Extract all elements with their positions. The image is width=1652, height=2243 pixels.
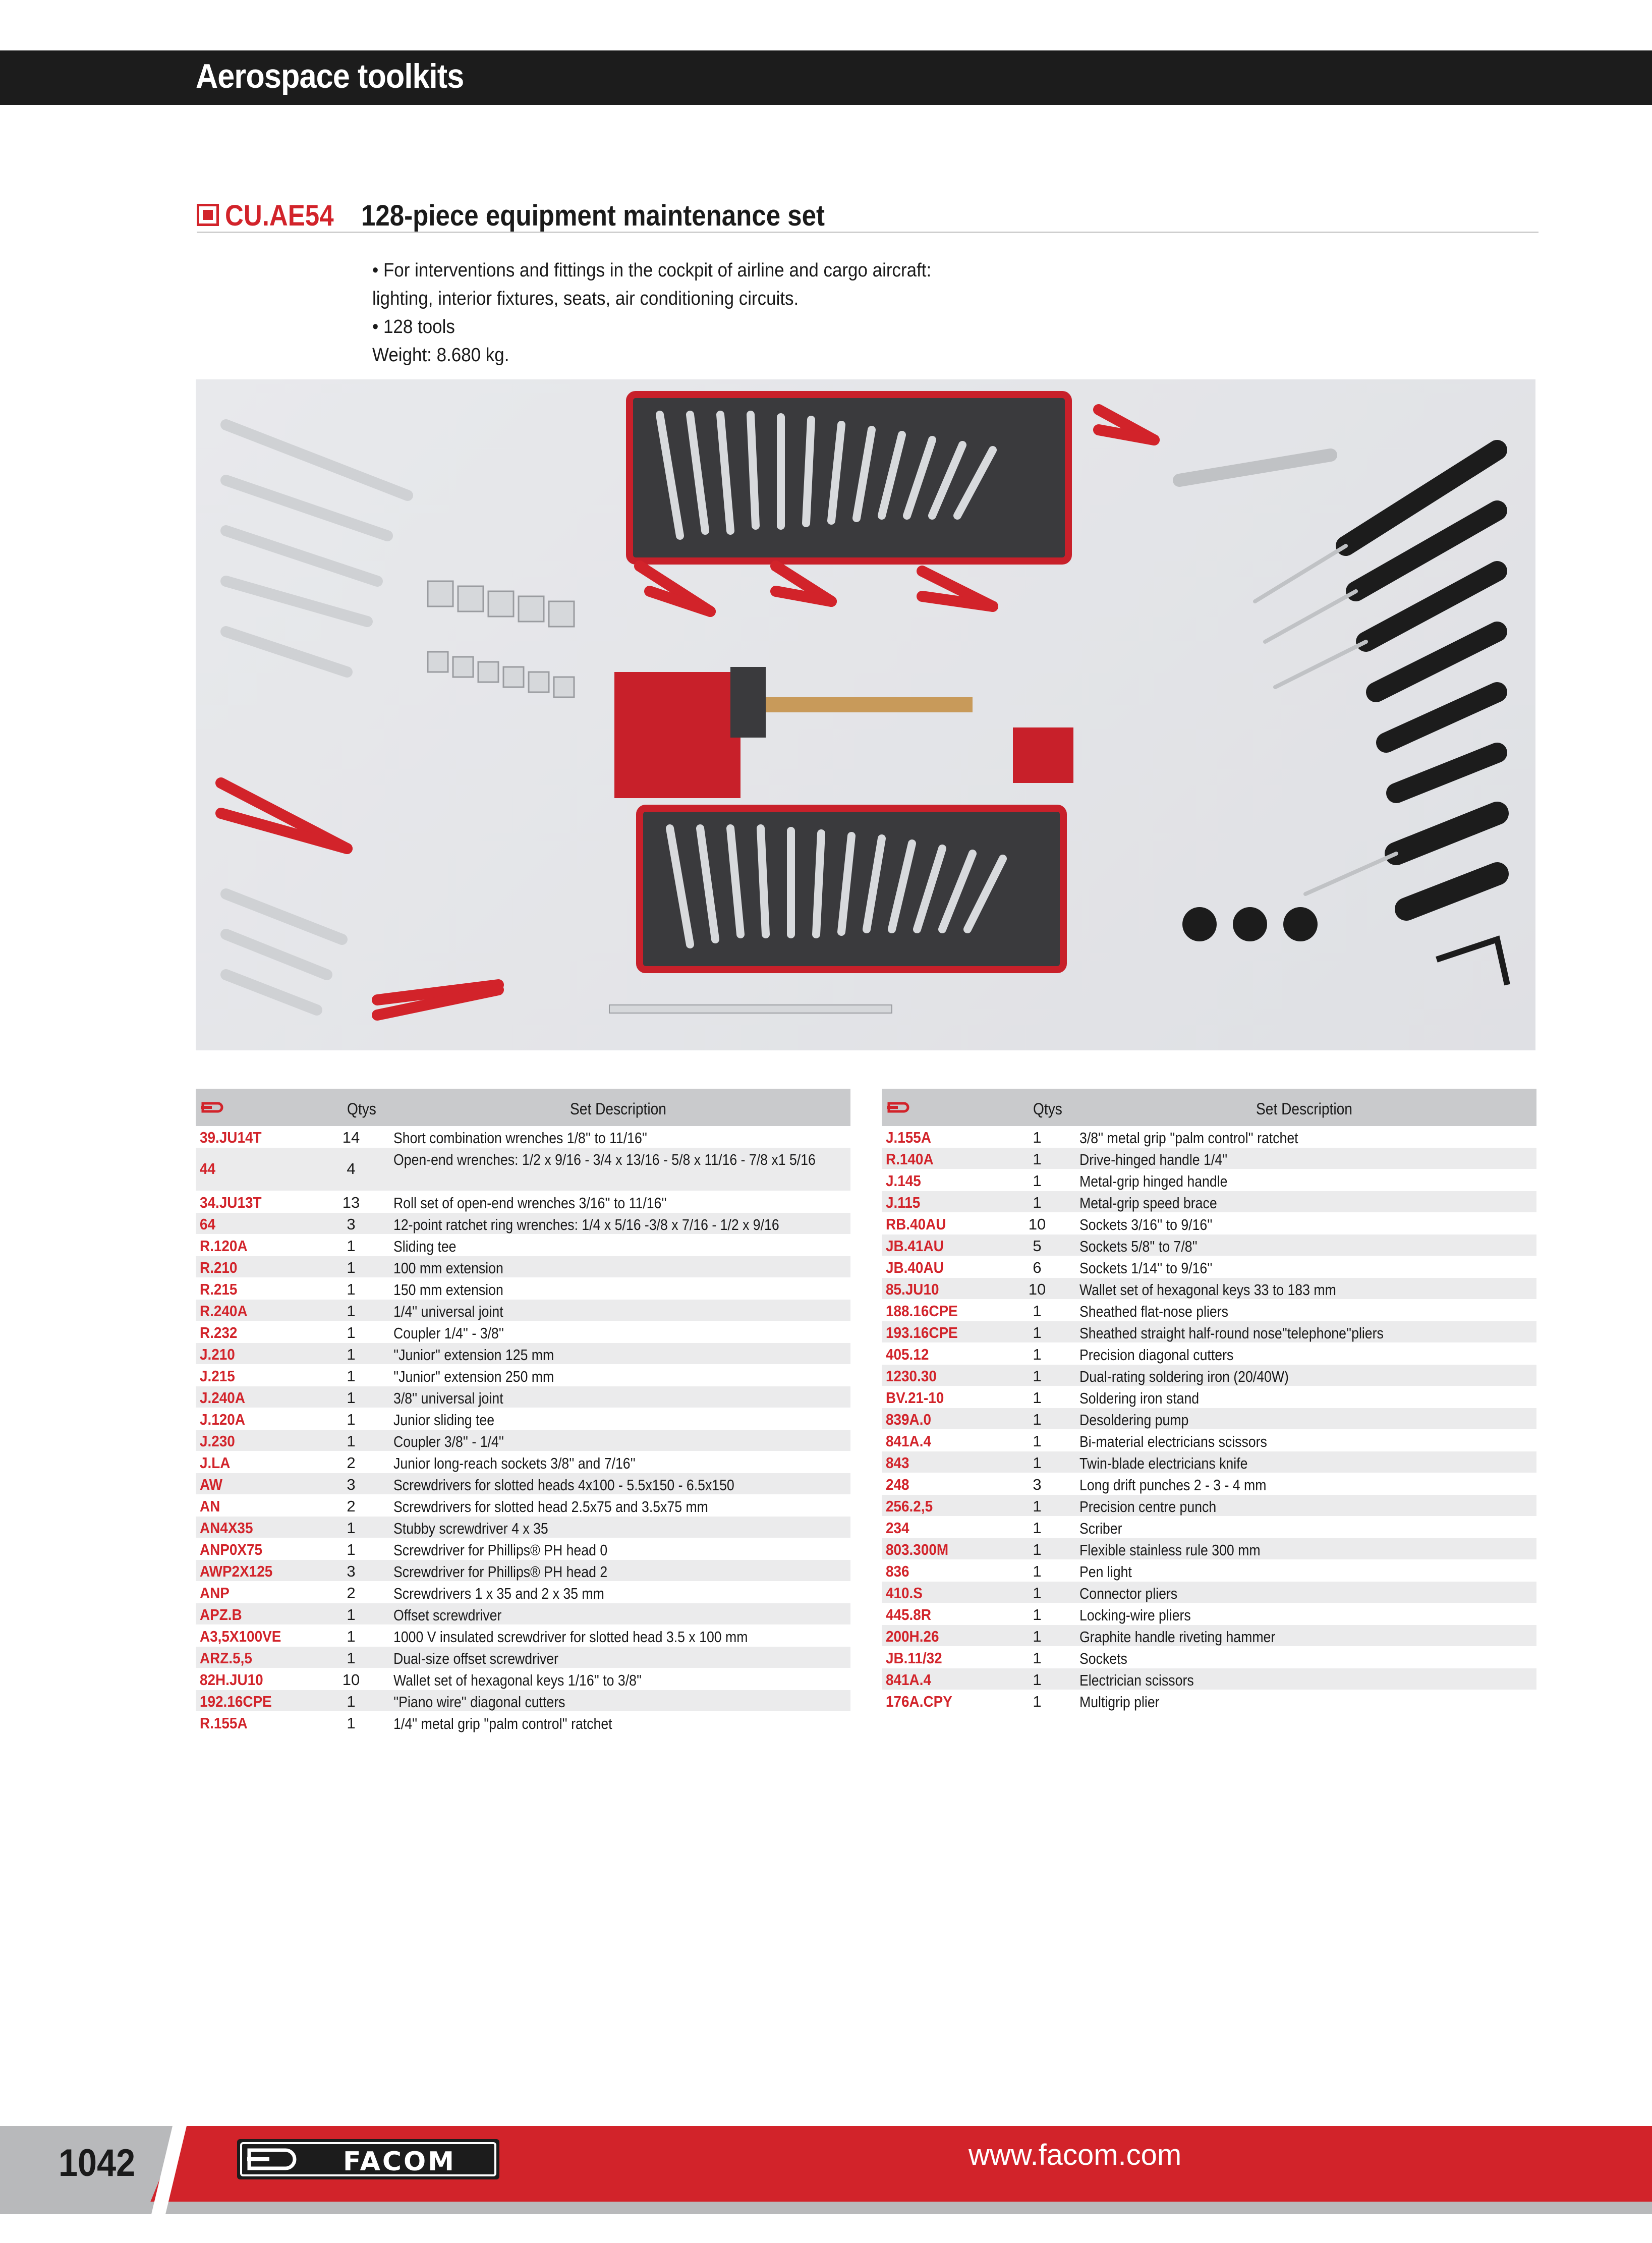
description-line: • For interventions and fittings in the cockpit of airline and cargo aircraft: (372, 260, 932, 281)
table-row (196, 1517, 850, 1538)
part-quantity: 10 (1028, 1215, 1046, 1233)
part-reference: 64 (200, 1215, 216, 1233)
table-row (196, 1126, 850, 1148)
part-quantity: 1 (1033, 1606, 1042, 1623)
part-reference: AW (200, 1476, 222, 1493)
part-description: Sockets 3/16'' to 9/16'' (1079, 1216, 1213, 1233)
set-reference: CU.AE54 (225, 199, 334, 232)
part-quantity: 13 (342, 1194, 360, 1211)
part-quantity: 1 (347, 1345, 356, 1363)
part-quantity: 1 (347, 1649, 356, 1667)
part-reference: 82H.JU10 (200, 1671, 263, 1689)
table-row (882, 1278, 1536, 1300)
part-reference: R.240A (200, 1302, 248, 1320)
part-description: Graphite handle riveting hammer (1079, 1628, 1276, 1646)
part-description: Screwdrivers for slotted heads 4x100 - 5.5x150 - 6.5x150 (393, 1476, 734, 1494)
table-row (196, 1647, 850, 1668)
part-reference: 192.16CPE (200, 1693, 272, 1710)
table-row (196, 1430, 850, 1451)
part-description: Scriber (1079, 1520, 1122, 1537)
part-quantity: 1 (1033, 1345, 1042, 1363)
part-description: Screwdriver for Phillips® PH head 0 (393, 1541, 608, 1559)
part-quantity: 1 (347, 1259, 356, 1276)
part-reference: APZ.B (200, 1606, 242, 1623)
part-quantity: 1 (1033, 1150, 1042, 1168)
part-quantity: 3 (347, 1476, 356, 1493)
table-row (882, 1191, 1536, 1213)
reference-arrow-icon (201, 1101, 228, 1114)
part-description: Long drift punches 2 - 3 - 4 mm (1079, 1476, 1267, 1494)
part-quantity: 1 (347, 1693, 356, 1710)
table-row (196, 1690, 850, 1712)
column-header-description: Set Description (1256, 1100, 1352, 1118)
toolkit-illustration (196, 379, 1535, 1050)
table-row (882, 1495, 1536, 1517)
part-quantity: 2 (347, 1584, 356, 1602)
table-row (882, 1235, 1536, 1256)
table-row (196, 1191, 850, 1213)
part-quantity: 1 (347, 1367, 356, 1385)
table-body (196, 1126, 850, 1733)
table-row (196, 1408, 850, 1430)
table-row (882, 1538, 1536, 1560)
part-reference: 410.S (886, 1584, 923, 1602)
table-row (196, 1473, 850, 1495)
part-quantity: 10 (1028, 1280, 1046, 1298)
part-description: Electrician scissors (1079, 1671, 1194, 1689)
table-body (882, 1126, 1536, 1712)
part-description: Twin-blade electricians knife (1079, 1454, 1248, 1472)
table-row (196, 1343, 850, 1365)
part-quantity: 2 (347, 1454, 356, 1472)
table-row (882, 1386, 1536, 1408)
table-row (882, 1256, 1536, 1278)
part-reference: R.232 (200, 1324, 238, 1341)
page-title: Aerospace toolkits (196, 57, 464, 95)
part-description: 150 mm extension (393, 1281, 503, 1299)
part-description: Sliding tee (393, 1238, 457, 1255)
part-quantity: 1 (347, 1432, 356, 1450)
part-description: Short combination wrenches 1/8'' to 11/16'' (393, 1129, 648, 1147)
column-header-qty: Qtys (1033, 1100, 1062, 1118)
reference-square-icon (197, 204, 219, 226)
part-quantity: 1 (1033, 1497, 1042, 1515)
part-reference: ANP0X75 (200, 1541, 263, 1558)
part-description: Roll set of open-end wrenches 3/16'' to 11/16'' (393, 1194, 667, 1212)
part-quantity: 1 (1033, 1649, 1042, 1667)
part-reference: BV.21-10 (886, 1389, 944, 1407)
part-quantity: 1 (347, 1389, 356, 1407)
part-quantity: 1 (347, 1714, 356, 1732)
table-row (196, 1451, 850, 1473)
part-reference: R.215 (200, 1280, 238, 1298)
part-quantity: 1 (1033, 1454, 1042, 1472)
table-row (196, 1668, 850, 1690)
svg-text:FACOM: FACOM (343, 2147, 456, 2177)
part-reference: 85.JU10 (886, 1280, 939, 1298)
part-description: Metal-grip hinged handle (1079, 1172, 1228, 1190)
table-row (196, 1495, 850, 1517)
part-quantity: 1 (1033, 1389, 1042, 1407)
part-quantity: 1 (1033, 1324, 1042, 1341)
part-reference: 839A.0 (886, 1411, 931, 1428)
part-reference: J.145 (886, 1172, 921, 1190)
table-row (196, 1321, 850, 1343)
part-quantity: 1 (347, 1302, 356, 1320)
part-quantity: 1 (347, 1519, 356, 1537)
part-description: Multigrip plier (1079, 1693, 1160, 1711)
part-reference: J.230 (200, 1432, 235, 1450)
part-reference: 1230.30 (886, 1367, 937, 1385)
table-row (882, 1126, 1536, 1148)
parts-table-left (196, 1089, 850, 1733)
part-quantity: 1 (347, 1411, 356, 1428)
table-row (882, 1148, 1536, 1169)
part-reference: 841A.4 (886, 1671, 931, 1689)
part-reference: J.120A (200, 1411, 245, 1428)
part-description: Locking-wire pliers (1079, 1606, 1191, 1624)
website-url[interactable]: www.facom.com (969, 2139, 1182, 2171)
part-description: Drive-hinged handle 1/4'' (1079, 1151, 1228, 1168)
part-description: Connector pliers (1079, 1585, 1178, 1602)
part-description: Sheathed flat-nose pliers (1079, 1303, 1228, 1320)
part-quantity: 1 (1033, 1562, 1042, 1580)
product-photo (196, 379, 1535, 1050)
part-quantity: 1 (1033, 1411, 1042, 1428)
part-reference: 188.16CPE (886, 1302, 958, 1320)
part-description: Bi-material electricians scissors (1079, 1433, 1267, 1450)
part-description: 3/8'' universal joint (393, 1389, 503, 1407)
part-description: Dual-rating soldering iron (20/40W) (1079, 1368, 1289, 1385)
part-quantity: 1 (1033, 1671, 1042, 1689)
part-description: Offset screwdriver (393, 1606, 502, 1624)
part-reference: A3,5X100VE (200, 1628, 281, 1645)
table-row (196, 1712, 850, 1733)
part-description: Flexible stainless rule 300 mm (1079, 1541, 1261, 1559)
part-reference: AN (200, 1497, 220, 1515)
table-row (882, 1582, 1536, 1603)
table-row (882, 1625, 1536, 1647)
set-heading (197, 201, 1539, 233)
part-reference: J.240A (200, 1389, 245, 1407)
part-reference: 248 (886, 1476, 909, 1493)
description-line: lighting, interior fixtures, seats, air conditioning circuits. (372, 288, 799, 309)
part-reference: 803.300M (886, 1541, 949, 1558)
part-reference: 200H.26 (886, 1628, 939, 1645)
part-description: Desoldering pump (1079, 1411, 1189, 1429)
part-reference: ARZ.5,5 (200, 1649, 252, 1667)
part-quantity: 3 (1033, 1476, 1042, 1493)
part-description: Dual-size offset screwdriver (393, 1650, 558, 1667)
facom-logo (237, 2137, 504, 2181)
part-description: Coupler 3/8'' - 1/4'' (393, 1433, 504, 1450)
table-row (882, 1343, 1536, 1365)
part-description: Sockets (1079, 1650, 1127, 1667)
part-description: Screwdrivers 1 x 35 and 2 x 35 mm (393, 1585, 604, 1602)
table-row (196, 1365, 850, 1386)
table-row (196, 1560, 850, 1582)
footer-stripe (0, 2202, 1652, 2214)
part-quantity: 3 (347, 1562, 356, 1580)
column-header-description: Set Description (570, 1100, 666, 1118)
part-reference: AWP2X125 (200, 1562, 273, 1580)
part-description: Precision centre punch (1079, 1498, 1217, 1516)
part-quantity: 1 (347, 1237, 356, 1255)
part-reference: J.LA (200, 1454, 231, 1472)
part-quantity: 3 (347, 1215, 356, 1233)
part-reference: 836 (886, 1562, 909, 1580)
table-row (882, 1365, 1536, 1386)
table-row (882, 1603, 1536, 1625)
part-description: Wallet set of hexagonal keys 33 to 183 mm (1079, 1281, 1336, 1299)
part-description: 1000 V insulated screwdriver for slotted head 3.5 x 100 mm (393, 1628, 748, 1646)
part-quantity: 4 (347, 1160, 356, 1177)
part-reference: 256.2,5 (886, 1497, 933, 1515)
part-description: 1/4'' universal joint (393, 1303, 503, 1320)
part-description: Pen light (1079, 1563, 1132, 1581)
part-reference: JB.40AU (886, 1259, 944, 1276)
part-reference: 843 (886, 1454, 909, 1472)
part-description: Screwdriver for Phillips® PH head 2 (393, 1563, 608, 1581)
part-description: Sockets 1/14'' to 9/16'' (1079, 1259, 1213, 1277)
table-header (196, 1089, 850, 1126)
part-description: Metal-grip speed brace (1079, 1194, 1217, 1212)
part-reference: AN4X35 (200, 1519, 253, 1537)
part-quantity: 1 (1033, 1367, 1042, 1385)
table-row (196, 1213, 850, 1235)
part-quantity: 1 (1033, 1172, 1042, 1190)
part-description: Screwdrivers for slotted head 2.5x75 and 3.5x75 mm (393, 1498, 708, 1516)
table-row (882, 1430, 1536, 1451)
table-row (882, 1560, 1536, 1582)
part-quantity: 1 (347, 1324, 356, 1341)
part-quantity: 2 (347, 1497, 356, 1515)
set-name: 128-piece equipment maintenance set (361, 199, 825, 232)
parts-table-right (882, 1089, 1536, 1712)
table-row (882, 1408, 1536, 1430)
table-row (882, 1647, 1536, 1668)
table-row (196, 1386, 850, 1408)
part-quantity: 1 (347, 1606, 356, 1623)
part-description: Junior sliding tee (393, 1411, 495, 1429)
part-reference: ANP (200, 1584, 230, 1602)
part-reference: 841A.4 (886, 1432, 931, 1450)
part-reference: R.120A (200, 1237, 248, 1255)
part-description: 3/8'' metal grip ''palm control'' ratchet (1079, 1129, 1298, 1147)
part-quantity: 10 (342, 1671, 360, 1689)
part-description: Open-end wrenches: 1/2 x 9/16 - 3/4 x 13/16 - 5/8 x 11/16 - 7/8 x1 5/16 (393, 1151, 816, 1168)
part-reference: 39.JU14T (200, 1129, 262, 1146)
page-number: 1042 (59, 2142, 136, 2184)
part-description: Sockets 5/8'' to 7/8'' (1079, 1238, 1198, 1255)
part-quantity: 5 (1033, 1237, 1042, 1255)
part-description: 12-point ratchet ring wrenches: 1/4 x 5/16 -3/8 x 7/16 - 1/2 x 9/16 (393, 1216, 779, 1233)
table-row (196, 1148, 850, 1191)
part-quantity: 6 (1033, 1259, 1042, 1276)
part-quantity: 1 (1033, 1129, 1042, 1146)
part-reference: JB.41AU (886, 1237, 944, 1255)
description-line: • 128 tools (372, 316, 455, 338)
set-description (372, 256, 931, 369)
reference-arrow-icon (887, 1101, 914, 1114)
part-reference: 445.8R (886, 1606, 931, 1623)
table-row (882, 1473, 1536, 1495)
part-reference: J.215 (200, 1367, 235, 1385)
part-quantity: 1 (1033, 1302, 1042, 1320)
column-header-qty: Qtys (347, 1100, 376, 1118)
part-quantity: 1 (347, 1541, 356, 1558)
part-description: 100 mm extension (393, 1259, 503, 1277)
part-quantity: 1 (1033, 1541, 1042, 1558)
table-row (882, 1451, 1536, 1473)
table-row (882, 1213, 1536, 1235)
table-row (196, 1278, 850, 1300)
part-reference: 176A.CPY (886, 1693, 952, 1710)
table-row (882, 1690, 1536, 1712)
table-row (196, 1235, 850, 1256)
part-reference: 34.JU13T (200, 1194, 262, 1211)
part-description: Coupler 1/4'' - 3/8'' (393, 1324, 504, 1342)
part-reference: J.155A (886, 1129, 931, 1146)
part-description: Wallet set of hexagonal keys 1/16'' to 3/8'' (393, 1671, 642, 1689)
part-reference: 234 (886, 1519, 909, 1537)
table-row (196, 1582, 850, 1603)
table-row (196, 1625, 850, 1647)
part-reference: 405.12 (886, 1345, 929, 1363)
table-row (196, 1603, 850, 1625)
part-quantity: 1 (1033, 1519, 1042, 1537)
part-description: 1/4'' metal grip ''palm control'' ratchet (393, 1715, 612, 1732)
table-row (196, 1538, 850, 1560)
part-reference: JB.11/32 (886, 1649, 942, 1667)
part-quantity: 1 (1033, 1584, 1042, 1602)
part-description: Precision diagonal cutters (1079, 1346, 1234, 1364)
part-reference: RB.40AU (886, 1215, 946, 1233)
part-description: ''Junior'' extension 125 mm (393, 1346, 554, 1364)
table-row (196, 1256, 850, 1278)
part-description: Junior long-reach sockets 3/8'' and 7/16'' (393, 1454, 636, 1472)
description-line: Weight: 8.680 kg. (372, 345, 509, 366)
table-row (882, 1321, 1536, 1343)
part-reference: 44 (200, 1160, 216, 1177)
part-quantity: 1 (347, 1280, 356, 1298)
table-header (882, 1089, 1536, 1126)
part-quantity: 1 (1033, 1628, 1042, 1645)
part-reference: J.210 (200, 1345, 235, 1363)
part-quantity: 1 (1033, 1432, 1042, 1450)
part-quantity: 1 (347, 1628, 356, 1645)
part-reference: R.155A (200, 1714, 248, 1732)
part-description: ''Junior'' extension 250 mm (393, 1368, 554, 1385)
part-quantity: 1 (1033, 1693, 1042, 1710)
table-row (882, 1668, 1536, 1690)
table-row (882, 1517, 1536, 1538)
table-row (882, 1300, 1536, 1321)
part-quantity: 1 (1033, 1194, 1042, 1211)
part-reference: R.140A (886, 1150, 934, 1168)
part-description: Stubby screwdriver 4 x 35 (393, 1520, 548, 1537)
part-description: ''Piano wire'' diagonal cutters (393, 1693, 565, 1711)
part-description: Soldering iron stand (1079, 1389, 1200, 1407)
part-reference: R.210 (200, 1259, 238, 1276)
table-row (882, 1169, 1536, 1191)
part-reference: 193.16CPE (886, 1324, 958, 1341)
part-quantity: 14 (342, 1129, 360, 1146)
part-description: Sheathed straight half-round nose''telephone''pliers (1079, 1324, 1384, 1342)
table-row (196, 1300, 850, 1321)
part-reference: J.115 (886, 1194, 921, 1211)
